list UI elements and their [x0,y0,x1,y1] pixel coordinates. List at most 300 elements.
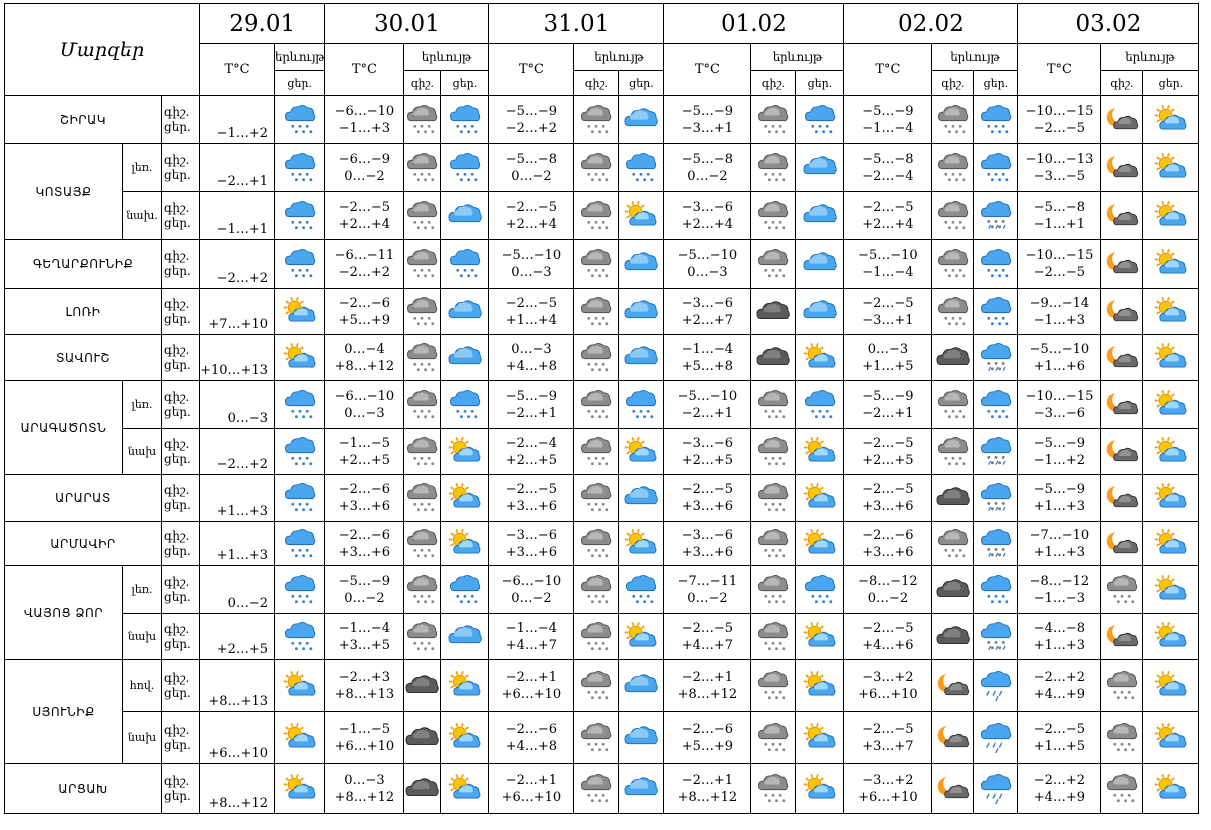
night-temp: −10…−15 [1025,103,1094,119]
day1-temperature: +1…+3 [200,522,275,566]
temp-header: T°C [200,44,275,96]
temperature-cell [489,96,574,144]
day-subheader: ցեր. [974,71,1018,96]
moon-cloud-icon [1101,104,1142,136]
day-phenomenon [1143,192,1199,240]
day-phenomenon [796,764,844,814]
rain-cloud-icon [974,670,1017,702]
temperature-cell [1018,96,1101,144]
snow-cloud-icon [796,389,843,421]
blue-cloud-icon [619,670,663,702]
gray-cloud-snow-icon [574,152,618,184]
day-label: ցեր. [164,498,191,512]
rain-snow-icon [974,482,1017,514]
day-temp: +6…+10 [858,789,918,805]
day1-temperature: +6…+10 [200,712,275,764]
night-day-labels [162,566,200,614]
night-phenomenon [932,192,974,240]
gray-cloud-snow-icon [751,389,795,421]
night-temp: 0…−4 [344,341,385,357]
night-day-labels [162,475,200,522]
moon-cloud-icon [1101,248,1142,280]
gray-cloud-snow-icon [574,773,618,805]
date-header-30-01: 30.01 [325,4,489,44]
day-temp: −2…+1 [681,405,734,421]
night-day-labels [162,429,200,475]
table-row [5,475,1199,522]
day-temp: −2…+2 [338,265,391,280]
day1-phenomenon [275,192,325,240]
temperature-cell [1018,335,1101,381]
night-temp: −3…−6 [681,199,734,215]
day-phenomenon [619,660,664,712]
gray-cloud-snow-icon [404,248,440,280]
day-temp: +3…+6 [862,499,914,514]
dark-cloud-icon [932,621,973,653]
sun-cloud-icon [1143,200,1198,232]
day-phenomenon [441,381,489,429]
temperature-cell [325,192,404,240]
night-temp: −2…−5 [338,199,391,215]
night-temp: −2…−5 [862,295,914,311]
night-phenomenon [932,764,974,814]
night-phenomenon [574,566,619,614]
night-temp: −9…−14 [1029,295,1090,311]
snow-cloud-icon [275,248,324,280]
sun-cloud-icon [1143,296,1198,328]
night-phenomenon [932,96,974,144]
temperature-cell [1018,381,1101,429]
gray-cloud-snow-icon [932,152,973,184]
temperature-cell [325,335,404,381]
temperature-cell [1018,289,1101,335]
sun-cloud-icon [796,528,843,560]
day-temp: +3…+6 [681,544,734,560]
region-name: ԱՐՑԱԽ [5,764,162,814]
day-temp: +2…+5 [862,452,914,468]
date-header-02-02: 02.02 [844,4,1018,44]
night-temp: −2…−5 [505,482,558,497]
gray-cloud-snow-icon [574,436,618,468]
sun-cloud-icon [1143,722,1198,754]
temperature-cell [489,192,574,240]
sun-cloud-icon [1143,104,1198,136]
temperature-cell [844,475,932,522]
night-temp: −7…−11 [677,573,738,589]
temperature-cell [844,240,932,289]
day-phenomenon [974,475,1018,522]
day-temp: +1…+5 [1033,738,1086,754]
gray-cloud-snow-icon [404,389,440,421]
sun-cloud-icon [796,621,843,653]
temperature-cell [844,289,932,335]
day-phenomenon [974,522,1018,566]
day-phenomenon [619,712,664,764]
gray-cloud-snow-icon [932,200,973,232]
temperature-cell [844,712,932,764]
night-phenomenon [751,144,796,192]
day-temp: −1…−4 [862,120,914,136]
night-temp: −6…−10 [334,103,395,119]
day-phenomenon [441,240,489,289]
rain-snow-icon [974,342,1017,374]
subregion-label: հով. [123,660,162,712]
sun-cloud-icon [1143,670,1198,702]
temperature-cell [1018,764,1101,814]
day1-phenomenon [275,240,325,289]
region-name: ՎԱՅՈՑ ՁՈՐ [5,566,123,660]
gray-cloud-snow-icon [574,722,618,754]
night-phenomenon [404,475,441,522]
sun-cloud-icon [1143,621,1198,653]
night-phenomenon [404,566,441,614]
night-temp: −3…−6 [681,435,734,451]
gray-cloud-snow-icon [574,104,618,136]
day-temp: +6…+10 [501,789,562,805]
night-phenomenon [404,522,441,566]
day-label: ցեր. [164,167,191,182]
night-phenomenon [1101,289,1143,335]
day-phenomenon [796,192,844,240]
blue-cloud-icon [441,200,488,232]
temperature-cell [664,96,751,144]
snow-cloud-icon [974,296,1017,328]
snow-cloud-icon [441,104,488,136]
day-phenomenon [1143,289,1199,335]
gray-cloud-snow-icon [1101,574,1142,606]
night-phenomenon [932,475,974,522]
day-temp: +1…+5 [862,358,914,374]
moon-cloud-icon [932,773,973,805]
table-row [5,712,1199,764]
sun-cloud-icon [1143,152,1198,184]
night-phenomenon [404,614,441,660]
temperature-cell [1018,192,1101,240]
temperature-cell [325,381,404,429]
night-day-labels [162,144,200,192]
gray-cloud-snow-icon [404,152,440,184]
date-header-03-02: 03.02 [1018,4,1199,44]
snow-cloud-icon [275,621,324,653]
forecast-sheet [4,3,1199,814]
phenomenon-header: երևույթ [574,44,664,71]
night-temp: −2…+3 [338,669,391,685]
subregion-label: լեռ. [123,144,162,192]
day-temp: +2…+4 [505,216,558,232]
day-temp: 0…−2 [511,168,552,184]
day-phenomenon [796,96,844,144]
night-temp: −6…−10 [334,388,395,404]
night-day-labels [162,614,200,660]
day-temp: −1…−3 [1033,590,1086,606]
day-phenomenon [441,289,489,335]
gray-cloud-snow-icon [574,574,618,606]
night-phenomenon [574,614,619,660]
night-phenomenon [1101,566,1143,614]
night-temp: −2…−5 [862,482,914,497]
night-temp: −5…−9 [862,388,914,404]
day-phenomenon [796,240,844,289]
day-phenomenon [974,712,1018,764]
dark-cloud-icon [404,670,440,702]
night-day-labels [162,660,200,712]
night-temp: −2…+1 [681,772,734,788]
sun-cloud-icon [796,482,843,514]
night-label: գիշ. [164,389,190,404]
sun-cloud-icon [796,773,843,805]
night-phenomenon [751,240,796,289]
night-temp: −5…−9 [505,388,558,404]
day-temp: +8…+12 [334,789,395,805]
day-phenomenon [974,335,1018,381]
night-phenomenon [574,144,619,192]
night-temp: −2…−6 [681,721,734,737]
night-temp: −2…−6 [338,295,391,311]
table-row [5,289,1199,335]
night-phenomenon [932,429,974,475]
day-temp: −1…+3 [1033,312,1086,328]
sun-cloud-icon [1143,482,1198,514]
night-temp: −10…−15 [1025,388,1094,404]
temperature-cell [664,712,751,764]
night-temp: −5…−9 [505,103,558,119]
gray-cloud-snow-icon [751,104,795,136]
night-subheader: գիշ. [404,71,441,96]
day1-phenomenon [275,475,325,522]
region-name: ԳԵՂԱՐՔՈՒՆԻՔ [5,240,162,289]
gray-cloud-snow-icon [574,482,618,514]
day-temp: −2…+1 [862,405,914,421]
day-temp: +2…+4 [338,216,391,232]
region-name: ԿՈՏԱՅՔ [5,144,123,240]
table-row [5,381,1199,429]
night-temp: −5…−10 [677,248,738,263]
night-temp: −2…−6 [862,527,914,543]
dark-cloud-icon [404,722,440,754]
night-day-labels [162,335,200,381]
region-name: ՇԻՐԱԿ [5,96,162,144]
table-row [5,566,1199,614]
night-day-labels [162,289,200,335]
sun-cloud-icon [1143,342,1198,374]
night-phenomenon [751,614,796,660]
night-temp: −2…−5 [681,620,734,636]
sun-cloud-icon [796,670,843,702]
temperature-cell [844,381,932,429]
day-phenomenon [441,96,489,144]
moon-cloud-icon [932,670,973,702]
day1-temperature: −1…+1 [200,192,275,240]
day-phenomenon [974,764,1018,814]
night-temp: −2…−5 [862,199,914,215]
day-label: ցեր. [164,589,191,604]
gray-cloud-snow-icon [751,670,795,702]
day-temp: +3…+6 [681,499,734,514]
sun-cloud-icon [796,436,843,468]
night-phenomenon [751,289,796,335]
day-phenomenon [441,475,489,522]
moon-cloud-icon [1101,482,1142,514]
night-temp: −4…−8 [1033,620,1086,636]
night-temp: −1…−4 [338,620,391,636]
night-phenomenon [574,660,619,712]
night-phenomenon [404,764,441,814]
sun-cloud-icon [441,528,488,560]
night-temp: −5…−10 [858,248,918,263]
temperature-cell [325,764,404,814]
day-temp: 0…−3 [687,265,728,280]
night-temp: −3…+2 [862,772,914,788]
gray-cloud-snow-icon [932,528,973,560]
night-temp: −5…−9 [681,103,734,119]
night-temp: 0…−3 [867,341,909,357]
snow-cloud-icon [974,389,1017,421]
night-temp: −2…+2 [1033,772,1086,788]
night-temp: −2…−5 [862,620,914,636]
temperature-cell [489,144,574,192]
table-row [5,660,1199,712]
day-temp: +3…+5 [338,637,391,653]
day-temp: −2…−5 [1033,265,1086,280]
day-temp: +8…+13 [334,686,395,702]
night-temp: −6…−11 [334,248,395,263]
temperature-cell [844,566,932,614]
night-phenomenon [932,614,974,660]
temperature-cell [1018,144,1101,192]
day-label: ցեր. [164,311,191,326]
temperature-cell [664,566,751,614]
night-subheader: գիշ. [932,71,974,96]
night-day-labels [162,192,200,240]
blue-cloud-icon [619,342,663,374]
temperature-cell [664,240,751,289]
gray-cloud-snow-icon [574,248,618,280]
night-phenomenon [1101,96,1143,144]
sun-cloud-icon [1143,528,1198,560]
snow-cloud-icon [275,574,324,606]
night-subheader: գիշ. [751,71,796,96]
gray-cloud-snow-icon [932,248,973,280]
day-phenomenon [1143,614,1199,660]
day1-phenomenon [275,614,325,660]
temperature-cell [664,289,751,335]
night-phenomenon [574,289,619,335]
night-temp: −5…−10 [501,248,562,263]
sun-cloud-icon [441,722,488,754]
day-phenomenon [441,566,489,614]
day-phenomenon [619,240,664,289]
sun-cloud-icon [441,670,488,702]
gray-cloud-snow-icon [751,574,795,606]
day1-temperature: 0…−3 [200,381,275,429]
day-temp: +4…+6 [862,637,914,653]
temperature-cell [325,475,404,522]
gray-cloud-snow-icon [574,342,618,374]
blue-cloud-icon [619,296,663,328]
night-phenomenon [574,192,619,240]
blue-cloud-icon [619,104,663,136]
temp-header: T°C [325,44,404,96]
blue-cloud-icon [796,248,843,280]
night-temp: −8…−12 [858,573,918,589]
blue-cloud-icon [796,200,843,232]
day-temp: +4…+9 [1033,789,1086,805]
night-temp: −2…−5 [1033,721,1086,737]
subregion-label: նախ. [123,192,162,240]
day-temp: −1…+2 [1033,452,1086,468]
night-phenomenon [751,764,796,814]
night-phenomenon [1101,660,1143,712]
snow-cloud-icon [275,436,324,468]
day-temp: +4…+8 [505,358,558,374]
day-subheader: ցեր. [441,71,489,96]
day-phenomenon [1143,381,1199,429]
night-phenomenon [404,289,441,335]
night-temp: −5…−9 [862,103,914,119]
day-phenomenon [619,96,664,144]
temperature-cell [489,475,574,522]
day-temp: +1…+3 [1033,544,1086,560]
night-label: գիշ. [164,574,190,589]
night-phenomenon [932,660,974,712]
night-phenomenon [404,192,441,240]
day-temp: −1…+1 [1033,216,1086,232]
day-phenomenon [796,522,844,566]
day-phenomenon [441,144,489,192]
night-temp: −2…−5 [505,295,558,311]
day-temp: +3…+6 [338,544,391,560]
gray-cloud-snow-icon [404,482,440,514]
night-day-labels [162,381,200,429]
day-temp: 0…−2 [344,590,385,606]
subregion-label: լեռ. [123,566,162,614]
day-phenomenon [974,96,1018,144]
night-phenomenon [1101,335,1143,381]
day-subheader: ցեր. [796,71,844,96]
day-temp: 0…−3 [511,265,552,280]
day-phenomenon [1143,660,1199,712]
night-phenomenon [574,712,619,764]
rain-cloud-icon [974,773,1017,805]
day-temp: +4…+7 [505,637,558,653]
gray-cloud-snow-icon [751,152,795,184]
day-phenomenon [1143,566,1199,614]
night-temp: −2…−6 [338,527,391,543]
sun-cloud-icon [275,722,324,754]
night-temp: −5…−8 [505,151,558,167]
night-phenomenon [574,429,619,475]
night-temp: −1…−4 [681,341,734,357]
temp-header: T°C [844,44,932,96]
night-label: գիշ. [164,621,190,636]
night-label: գիշ. [164,200,190,215]
blue-cloud-icon [619,482,663,514]
day1-temperature: −2…+2 [200,240,275,289]
day-temp: −1…−4 [862,265,914,280]
gray-cloud-snow-icon [932,436,973,468]
day-label: ցեր. [164,788,191,803]
day-phenomenon [619,289,664,335]
day1-phenomenon [275,289,325,335]
region-name: ԱՐԱՐԱՏ [5,475,162,522]
night-temp: −6…−9 [338,151,391,167]
forecast-table [4,3,1199,814]
day-temp: +6…+10 [334,738,395,754]
day-temp: +2…+5 [338,452,391,468]
day-subheader: ցեր. [1143,71,1199,96]
day1-phenomenon [275,335,325,381]
night-phenomenon [932,335,974,381]
